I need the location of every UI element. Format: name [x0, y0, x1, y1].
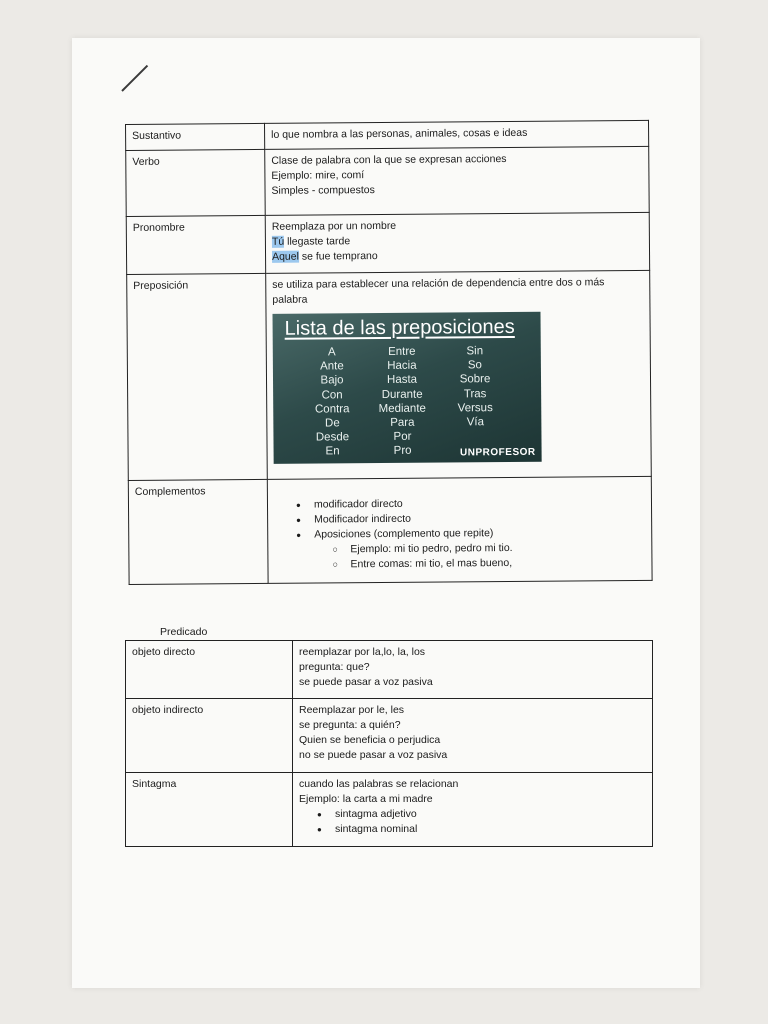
- preposition: A: [327, 346, 336, 359]
- definition-line: reemplazar por la,lo, la, los: [299, 646, 426, 658]
- preposition: Sin: [466, 345, 484, 358]
- definition-cell: [264, 120, 648, 149]
- definition-line: Reemplazar por le, les: [299, 704, 405, 716]
- prepositions-image: [272, 312, 541, 464]
- definition-line: Quien se beneficia o perjudica: [299, 734, 441, 746]
- table-row: [126, 146, 650, 216]
- term-cell: Complementos: [128, 479, 268, 584]
- definition-line: palabra: [272, 293, 308, 306]
- definition-line: pregunta: que?: [299, 661, 370, 673]
- definition-line: Simples - compuestos: [271, 184, 375, 197]
- definition-line: se puede pasar a voz pasiva: [299, 676, 433, 688]
- example-text: llegaste tarde: [284, 235, 351, 248]
- list-item: ○ Entre comas: mi tio, el mas bueno,: [350, 555, 645, 572]
- term-cell: objeto indirecto: [126, 699, 293, 773]
- definition-cell: [265, 146, 650, 215]
- preposition: Pro: [393, 445, 412, 458]
- definition-line: Reemplaza por un nombre: [271, 219, 397, 233]
- definition-line: lo que nombra a las personas, animales, cosas e ideas: [271, 126, 528, 141]
- table-row: [126, 641, 653, 699]
- preposition: Durante: [381, 388, 423, 401]
- prepositions-title: Lista de las preposiciones: [284, 315, 515, 340]
- preposition: Tras: [463, 387, 487, 400]
- predicado-table: [125, 640, 653, 847]
- table-row: [126, 699, 653, 773]
- list-item: ● sintagma nominal: [335, 822, 646, 837]
- preposition: Para: [390, 416, 415, 429]
- term-cell: Verbo: [126, 149, 266, 216]
- preposition: Mediante: [378, 402, 426, 415]
- prepositions-column-2: [371, 345, 434, 459]
- section-heading: Predicado: [160, 626, 208, 638]
- term-cell: objeto directo: [126, 641, 293, 699]
- preposition: De: [324, 417, 340, 430]
- example-line: [272, 247, 643, 265]
- definition-line: Clase de palabra con la que se expresan acciones: [271, 153, 507, 167]
- definition-cell: [266, 270, 652, 479]
- highlighted-word: Aquel: [272, 250, 299, 263]
- term-cell: Preposición: [127, 273, 268, 480]
- preposition: Sobre: [459, 373, 491, 386]
- definition-cell: [267, 476, 652, 583]
- definition-line: se utiliza para establecer una relación de dependencia entre dos o más: [272, 276, 605, 291]
- preposition: So: [467, 359, 482, 372]
- bullet-list: [274, 495, 646, 573]
- definition-cell: [293, 699, 653, 773]
- preposition: Hacia: [387, 359, 417, 373]
- list-item: ● sintagma adjetivo: [335, 807, 646, 822]
- definition-line: Ejemplo: mire, comí: [271, 169, 365, 182]
- definition-cell: [293, 641, 653, 699]
- preposition: Bajo: [320, 374, 344, 387]
- definition-line: se pregunta: a quién?: [299, 719, 401, 731]
- term-cell: Sustantivo: [126, 123, 265, 150]
- table-row: [126, 773, 653, 847]
- table-row: [126, 212, 649, 274]
- grammar-table: [125, 120, 653, 585]
- definition-line: cuando las palabras se relacionan: [299, 778, 459, 790]
- list-item: ● Modificador indirecto: [314, 510, 645, 528]
- preposition: Hasta: [386, 374, 418, 387]
- preposition: Contra: [314, 403, 350, 416]
- list-item: ○ Ejemplo: mi tio pedro, pedro mi tio.: [350, 540, 645, 557]
- preposition: Por: [393, 430, 412, 444]
- highlighted-word: Tú: [271, 235, 285, 248]
- term-cell: Sintagma: [126, 773, 293, 847]
- list-item-text: Aposiciones (complemento que repite): [314, 527, 494, 541]
- preposition: Desde: [315, 431, 350, 444]
- table-row: [128, 476, 652, 584]
- preposition: Versus: [457, 401, 493, 415]
- prepositions-column-1: [307, 345, 358, 459]
- preposition: En: [325, 445, 340, 458]
- preposition: Entre: [388, 345, 416, 358]
- list-item: [314, 525, 645, 573]
- definition-line: no se puede pasar a voz pasiva: [299, 749, 448, 761]
- definition-cell: [265, 212, 649, 273]
- bullet-list: [299, 807, 646, 837]
- definition-cell: [293, 773, 653, 847]
- list-item: ● modificador directo: [314, 495, 645, 513]
- table-row: [127, 270, 652, 480]
- table-row: [126, 120, 649, 150]
- brand-watermark: UNPROFESOR: [459, 446, 536, 459]
- preposition: Ante: [320, 360, 344, 373]
- preposition: Vía: [466, 416, 485, 429]
- definition-line: Ejemplo: la carta a mi madre: [299, 793, 433, 805]
- example-text: se fue temprano: [298, 250, 378, 263]
- prepositions-column-3: [449, 344, 502, 430]
- term-cell: Pronombre: [126, 215, 265, 274]
- preposition: Con: [321, 388, 343, 402]
- sub-bullet-list: [314, 540, 645, 573]
